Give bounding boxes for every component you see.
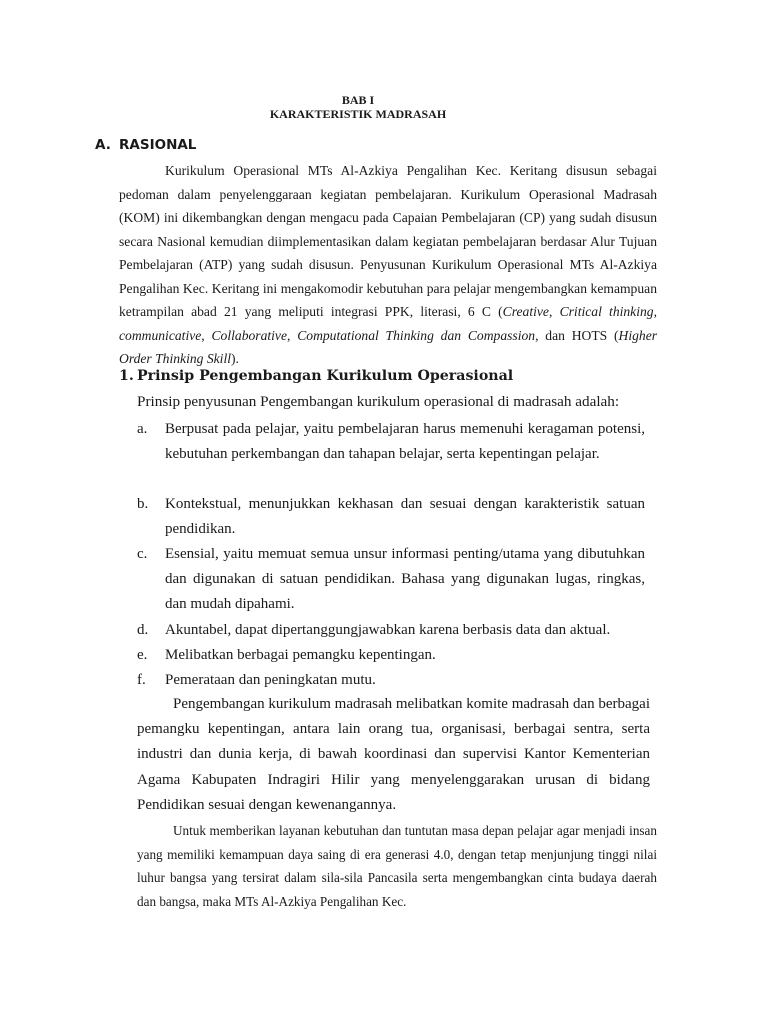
- list-item: [137, 417, 645, 467]
- term-communicative: communicative: [119, 327, 202, 343]
- list-item-label: b.: [137, 496, 149, 512]
- list-item-text: Kontekstual, menunjukkan kekhasan dan sesuai dengan karakteristik satuan pendidikan.: [165, 496, 645, 537]
- term-hots: Higher Order Thinking Skill: [119, 327, 658, 366]
- separator: ,: [653, 304, 657, 319]
- list-item: [137, 618, 645, 643]
- list-item: [137, 492, 645, 542]
- list-item: [137, 668, 645, 693]
- services-text: Untuk memberikan layanan kebutuhan dan tuntutan masa depan pelajar agar menjadi insan yang memiliki kemampuan daya saing di era generasi 4.0, dengan tetap menjunjung tinggi nilai luhur bangsa yang tersirat dalam sila-sila Pancasila serta mengembangkan cinta budaya daerah dan bangsa, maka MTs Al-Azkiya Pengalihan Kec.: [137, 823, 657, 909]
- section-a-title: RASIONAL: [119, 137, 197, 153]
- list-item-text: Berpusat pada pelajar, yaitu pembelajaran harus memenuhi keragaman potensi, kebutuhan perkembangan dan tahapan belajar, serta kepentingan pelajar.: [165, 421, 645, 462]
- list-item-label: c.: [137, 546, 148, 562]
- paragraph-end: ).: [231, 351, 239, 366]
- list-item-label: f.: [137, 672, 146, 688]
- hots-prefix: , dan HOTS (: [535, 327, 619, 343]
- term-critical-thinking: Critical thinking: [559, 304, 654, 319]
- chapter-title: KARAKTERISTIK MADRASAH: [269, 107, 447, 121]
- list-item-label: a.: [137, 421, 148, 437]
- list-item-text: Esensial, yaitu memuat semua unsur informasi penting/utama yang dibutuhkan dan digunakan di satuan pendidikan. Bahasa yang digunakan lugas, ringkas, dan mudah dipahami.: [165, 546, 645, 612]
- stakeholders-paragraph: [137, 692, 650, 818]
- separator: ,: [287, 327, 298, 343]
- list-item: [137, 643, 645, 668]
- rasional-text: Kurikulum Operasional MTs Al-Azkiya Pengalihan Kec. Keritang disusun sebagai pedoman dalam penyelenggaraan kegiatan pembelajaran. Kurikulum Operasional Madrasah (KOM) ini dikembangkan dengan mengacu pada Capaian Pembelajaran (CP) yang sudah disusun secara Nasional kemudian diimplementasikan dalam kegiatan pembelajaran berdasar Alur Tujuan Pembelajaran (ATP) yang sudah disusun. Penyusunan Kurikulum Operasional MTs Al-Azkiya Pengalihan Kec. Keritang ini mengakomodir kebutuhan para pelajar mengembangkan kemampuan ketrampilan abad 21 yang meliputi integrasi PPK, literasi, 6 C (: [119, 163, 657, 319]
- term-computational-compassion: Computational Thinking dan Compassion: [297, 327, 536, 343]
- list-item: [137, 542, 645, 617]
- subsection-1-title: Prinsip Pengembangan Kurikulum Operasional: [137, 368, 514, 384]
- list-item-label: d.: [137, 622, 149, 638]
- term-creative: Creative: [502, 304, 549, 319]
- term-collaborative: Collaborative: [211, 327, 288, 343]
- subsection-1-heading: [119, 368, 513, 384]
- rasional-paragraph: [119, 159, 657, 371]
- services-paragraph: [137, 819, 657, 913]
- subsection-1-number: 1.: [119, 368, 134, 384]
- separator: ,: [548, 304, 560, 319]
- list-item-text: Akuntabel, dapat dipertanggungjawabkan karena berbasis data dan aktual.: [165, 622, 611, 638]
- section-a-heading: [95, 137, 196, 153]
- list-item-label: e.: [137, 647, 148, 663]
- chapter-label: BAB I: [341, 93, 375, 107]
- principles-intro: Prinsip penyusunan Pengembangan kurikulum operasional di madrasah adalah:: [137, 393, 620, 410]
- list-item-text: Melibatkan berbagai pemangku kepentingan.: [165, 647, 436, 663]
- list-item-text: Pemerataan dan peningkatan mutu.: [165, 672, 376, 688]
- section-a-number: A.: [95, 137, 111, 153]
- stakeholders-text: Pengembangan kurikulum madrasah melibatkan komite madrasah dan berbagai pemangku kepentingan, antara lain orang tua, organisasi, berbagai sentra, serta industri dan dunia kerja, di bawah koordinasi dan supervisi Kantor Kementerian Agama Kabupaten Indragiri Hilir yang menyelenggarakan urusan di bidang Pendidikan sesuai dengan kewenangannya.: [137, 696, 650, 813]
- separator: ,: [201, 327, 212, 343]
